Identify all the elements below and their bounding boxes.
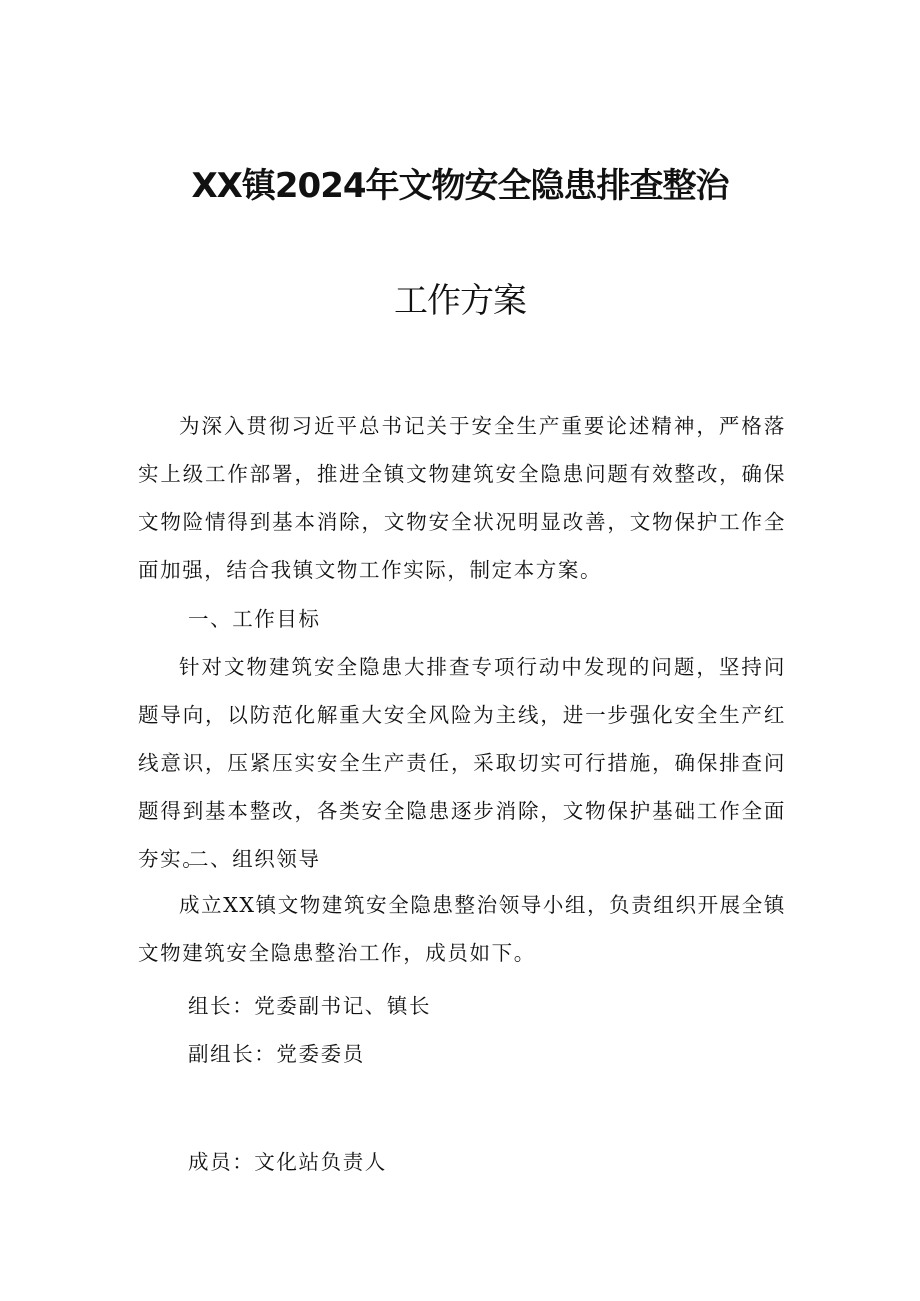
organization-paragraph: 成立XX镇文物建筑安全隐患整治领导小组，负责组织开展全镇文物建筑安全隐患整治工作，成员如下。: [138, 893, 786, 965]
member-leader: 组长：党委副书记、镇长: [188, 994, 432, 1018]
section-heading-organization: 二、组织领导: [188, 847, 321, 871]
document-title-line-1: XX镇2024年文物安全隐患排查整治: [191, 166, 729, 206]
work-goals-paragraph: 针对文物建筑安全隐患大排查专项行动中发现的问题，坚持问题导向，以防范化解重大安全风险为主线，进一步强化安全生产红线意识，压紧压实安全生产责任，采取切实可行措施，确保排查问题得到基本整改，各类安全隐患逐步消除，文物保护基础工作全面夯实。: [138, 655, 786, 871]
section-heading-work-goals: 一、工作目标: [188, 607, 321, 631]
document-title-line-2: 工作方案: [394, 281, 526, 321]
member-staff: 成员：文化站负责人: [188, 1150, 387, 1174]
member-deputy-leader: 副组长：党委委员: [188, 1042, 365, 1066]
intro-paragraph: 为深入贯彻习近平总书记关于安全生产重要论述精神，严格落实上级工作部署，推进全镇文物建筑安全隐患问题有效整改，确保文物险情得到基本消除，文物安全状况明显改善，文物保护工作全面加强，结合我镇文物工作实际，制定本方案。: [138, 414, 786, 582]
